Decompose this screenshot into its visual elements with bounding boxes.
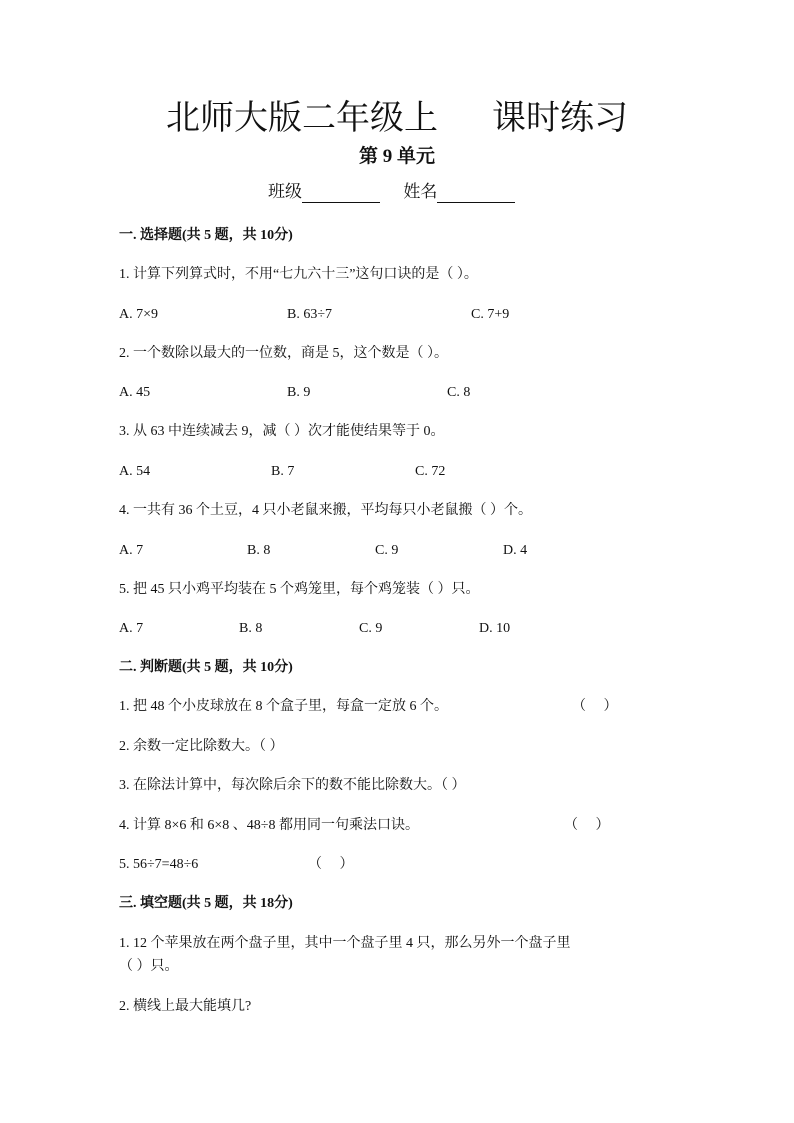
question: 2. 一个数除以最大的一位数，商是 5，这个数是（ ）。	[119, 346, 448, 361]
name-label: 姓名	[403, 182, 438, 202]
option: A. 7×9	[119, 307, 159, 322]
student-info	[268, 181, 533, 203]
class-blank[interactable]	[302, 185, 380, 203]
option: D. 10	[479, 621, 511, 636]
answer-paren[interactable]: （ ）	[572, 699, 618, 714]
question: 2. 横线上最大能填几?	[119, 999, 252, 1014]
option: C. 9	[359, 621, 383, 636]
question: 1. 把 48 个小皮球放在 8 个盒子里，每盒一定放 6 个。	[119, 699, 448, 714]
question: 5. 56÷7=48÷6	[119, 857, 199, 872]
option: A. 7	[119, 621, 144, 636]
question: 1. 计算下列算式时，不用“七九六十三”这句口诀的是（ ）。	[119, 267, 478, 282]
option: C. 8	[447, 385, 471, 400]
question: 2. 余数一定比除数大。（ ）	[119, 739, 284, 754]
option: C. 7+9	[471, 307, 510, 322]
option: A. 45	[119, 385, 151, 400]
section-heading: 二. 判断题(共 5 题，共 10分)	[119, 660, 293, 675]
option: B. 63÷7	[287, 307, 333, 322]
question: 3. 在除法计算中，每次除后余下的数不能比除数大。（ ）	[119, 778, 466, 793]
option: A. 7	[119, 543, 144, 558]
unit-subtitle: 第 9 单元	[358, 146, 435, 167]
option: B. 8	[239, 621, 263, 636]
option: C. 72	[415, 464, 446, 479]
answer-paren[interactable]: （ ）	[308, 857, 354, 872]
option: B. 8	[247, 543, 271, 558]
question: 4. 计算 8×6 和 6×8 、48÷8 都用同一句乘法口诀。	[119, 818, 419, 833]
page-title: 北师大版二年级上 课时练习	[165, 98, 629, 138]
option: A. 54	[119, 464, 151, 479]
option: B. 9	[287, 385, 311, 400]
answer-paren[interactable]: （ ）	[564, 818, 610, 833]
section-heading: 一. 选择题(共 5 题，共 10分)	[119, 228, 293, 243]
question: 1. 12 个苹果放在两个盘子里，其中一个盘子里 4 只，那么另外一个盘子里	[119, 936, 571, 951]
question: 3. 从 63 中连续减去 9，减（ ）次才能使结果等于 0。	[119, 424, 445, 439]
option: D. 4	[503, 543, 528, 558]
section-heading: 三. 填空题(共 5 题，共 18分)	[119, 896, 293, 911]
option: C. 9	[375, 543, 399, 558]
question: 5. 把 45 只小鸡平均装在 5 个鸡笼里，每个鸡笼装（ ）只。	[119, 582, 480, 597]
option: B. 7	[271, 464, 295, 479]
question-continuation: （ ）只。	[119, 959, 179, 974]
question: 4. 一共有 36 个土豆，4 只小老鼠来搬，平均每只小老鼠搬（ ）个。	[119, 503, 532, 518]
name-blank[interactable]	[437, 185, 515, 203]
class-label: 班级	[268, 182, 302, 202]
